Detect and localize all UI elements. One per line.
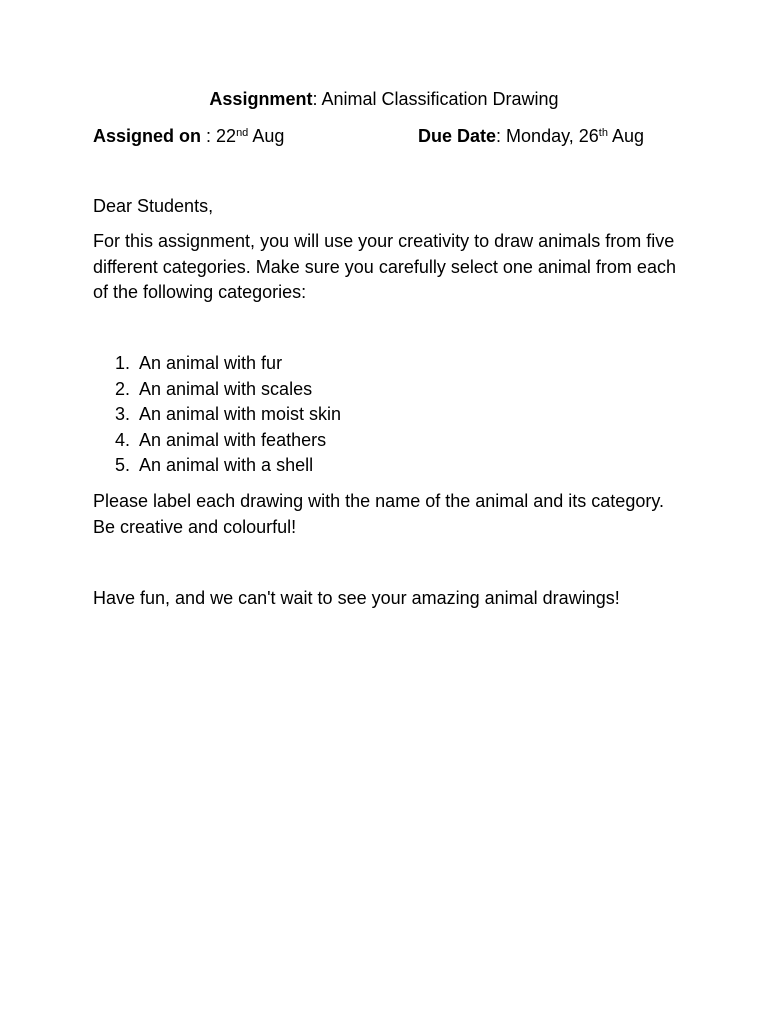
list-item <box>93 402 341 428</box>
list-item-text: An animal with scales <box>139 378 313 399</box>
list-item-number: 4. <box>115 429 131 450</box>
intro-paragraph: For this assignment, you will use your creativity to draw animals from five different categories. Make sure you carefully select one animal from each of the following categories: <box>93 231 676 302</box>
closing-paragraph: Have fun, and we can't wait to see your amazing animal drawings! <box>93 588 620 608</box>
category-list <box>93 351 341 479</box>
list-item <box>93 453 341 479</box>
assignment-label: Assignment <box>209 89 313 109</box>
dates-line <box>93 124 673 148</box>
assigned-label: Assigned on <box>93 126 202 146</box>
assigned-on <box>93 124 284 148</box>
assigned-month: Aug <box>248 126 285 146</box>
assigned-separator: : <box>201 126 217 146</box>
assignment-title: Animal Classification Drawing <box>321 89 559 109</box>
list-item-number: 3. <box>115 404 131 425</box>
assignment-separator: : <box>312 89 322 109</box>
due-label: Due Date <box>418 126 497 146</box>
due-date <box>418 124 644 148</box>
greeting: Dear Students, <box>93 196 214 216</box>
assignment-title-line <box>0 88 768 110</box>
list-item-text: An animal with feathers <box>139 429 327 450</box>
list-item-number: 2. <box>115 378 131 399</box>
due-day: Monday, 26 <box>506 126 599 146</box>
list-item-number: 1. <box>115 353 131 373</box>
due-separator: : <box>496 126 507 146</box>
list-item <box>93 428 341 454</box>
list-item-text: An animal with moist skin <box>139 404 342 425</box>
list-item <box>93 377 341 403</box>
list-item-text: An animal with fur <box>139 353 283 373</box>
list-item-text: An animal with a shell <box>139 455 314 476</box>
assigned-day-suffix: nd <box>236 127 249 139</box>
assigned-day: 22 <box>216 126 237 146</box>
list-item-number: 5. <box>115 455 131 476</box>
list-item <box>93 351 341 377</box>
instructions-paragraph: Please label each drawing with the name of the animal and its category. Be creative and colourful! <box>93 491 664 537</box>
due-month: Aug <box>607 126 645 146</box>
due-day-suffix: th <box>598 127 608 139</box>
